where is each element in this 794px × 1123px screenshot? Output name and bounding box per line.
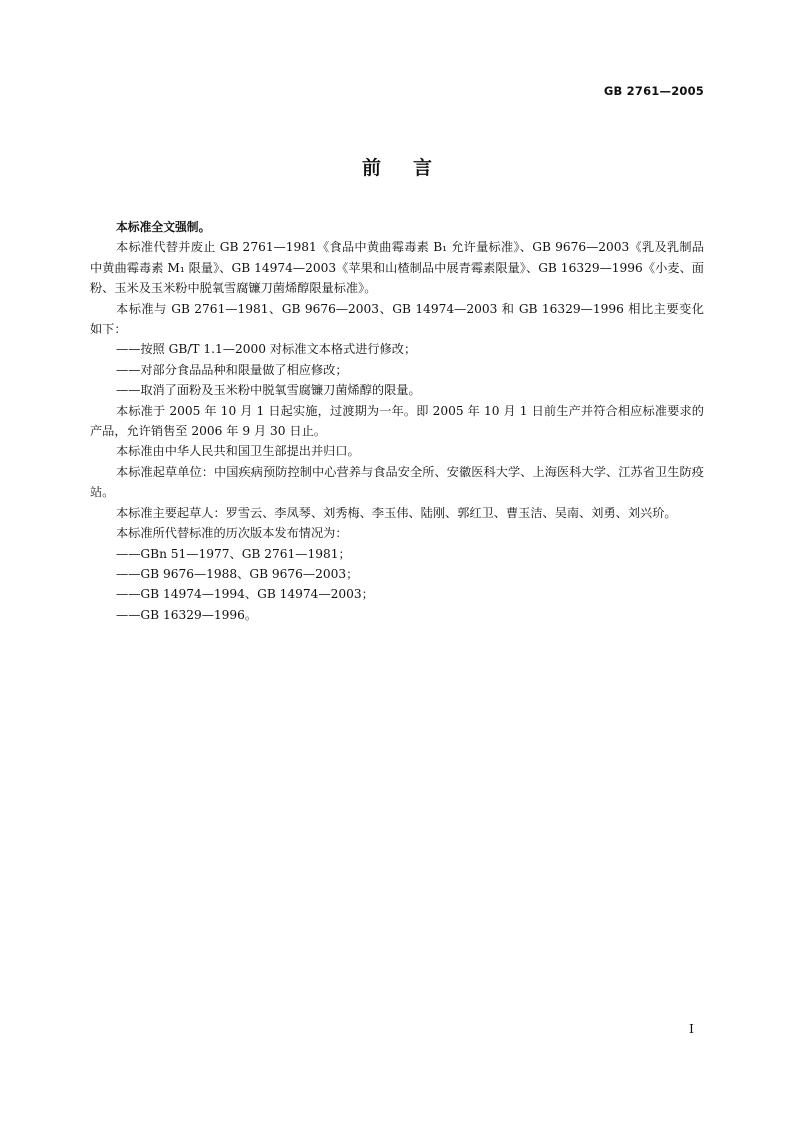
change-item: ——按照 GB/T 1.1—2000 对标准文本格式进行修改； bbox=[116, 342, 417, 357]
history-item: ——GBn 51—1977、GB 2761—1981； bbox=[116, 546, 351, 561]
page-number: I bbox=[689, 1021, 694, 1036]
history-item: ——GB 16329—1996。 bbox=[116, 607, 258, 622]
effective-date-paragraph: 本标准于 2005 年 10 月 1 日起实施，过渡期为一年。即 2005 年 10 月 1 日前生产并符合相应标准要求的产品，允许销售至 2006 年 9 月 30 日止。 bbox=[90, 403, 704, 439]
history-item: ——GB 14974—1994、GB 14974—2003； bbox=[116, 587, 374, 602]
change-item: ——取消了面粉及玉米粉中脱氧雪腐镰刀菌烯醇的限量。 bbox=[116, 383, 421, 398]
proposer-paragraph: 本标准由中华人民共和国卫生部提出并归口。 bbox=[116, 444, 360, 459]
preface-body bbox=[90, 217, 704, 625]
mandatory-statement: 本标准全文强制。 bbox=[116, 220, 211, 234]
change-item: ——对部分食品品种和限量做了相应修改； bbox=[116, 362, 348, 377]
replacement-paragraph: 本标准代替并废止 GB 2761—1981《食品中黄曲霉毒素 B₁ 允许量标准》、GB 9676—2003《乳及乳制品中黄曲霉毒素 M₁ 限量》、GB 14974—2003《苹果和山楂制品中展青霉素限量》、GB 16329—1996《小麦、面粉、玉米及玉米粉中脱氧雪腐镰刀菌烯醇限量标准》。 bbox=[90, 240, 704, 296]
history-item: ——GB 9676—1988、GB 9676—2003； bbox=[116, 566, 359, 581]
drafting-units-paragraph: 本标准起草单位：中国疾病预防控制中心营养与食品安全所、安徽医科大学、上海医科大学、江苏省卫生防疫站。 bbox=[90, 464, 704, 500]
changes-intro-paragraph: 本标准与 GB 2761—1981、GB 9676—2003、GB 14974—2003 和 GB 16329—1996 相比主要变化如下： bbox=[90, 301, 704, 337]
page-title: 前言 bbox=[361, 157, 464, 179]
history-intro-paragraph: 本标准所代替标准的历次版本发布情况为： bbox=[116, 526, 348, 541]
drafters-paragraph: 本标准主要起草人：罗雪云、李凤琴、刘秀梅、李玉伟、陆刚、郭红卫、曹玉洁、吴南、刘勇、刘兴玠。 bbox=[116, 505, 677, 520]
standard-code: GB 2761—2005 bbox=[603, 84, 704, 98]
